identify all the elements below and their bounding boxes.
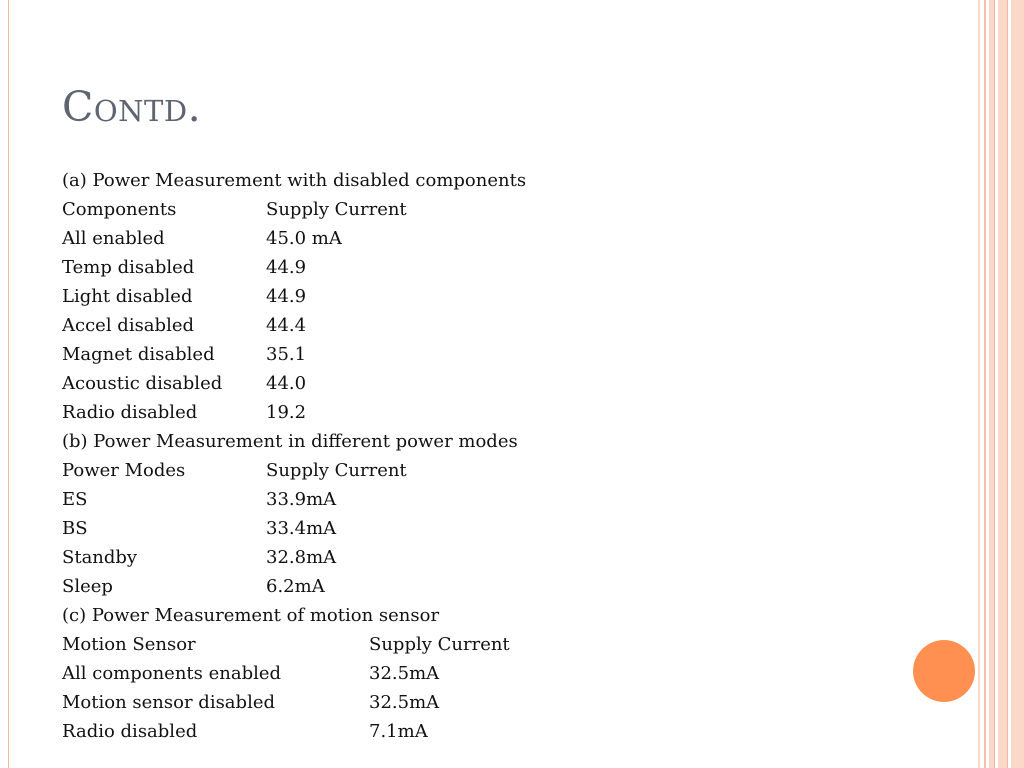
table-row (62, 369, 922, 398)
row-value: 33.4mA (266, 518, 337, 539)
row-value: 35.1 (266, 344, 307, 365)
row-value: 32.8mA (266, 547, 337, 568)
right-edge-stripe (1007, 0, 1008, 768)
row-value: 44.0 (266, 373, 307, 394)
section-a-heading: (a) Power Measurement with disabled components (62, 170, 527, 191)
row-label: Temp disabled (62, 257, 195, 278)
column-header: Supply Current (369, 634, 510, 655)
row-label: ES (62, 489, 88, 510)
table-row (62, 514, 922, 543)
row-value: 6.2mA (266, 576, 325, 597)
slide-content (62, 166, 922, 746)
section-a-header-row (62, 195, 922, 224)
table-row (62, 282, 922, 311)
section-c-heading: (c) Power Measurement of motion sensor (62, 605, 440, 626)
decorative-circle (913, 640, 975, 702)
row-value: 44.9 (266, 257, 307, 278)
table-row (62, 717, 922, 746)
row-label: Motion sensor disabled (62, 692, 275, 713)
table-row (62, 572, 922, 601)
row-value: 44.9 (266, 286, 307, 307)
right-edge-stripe (984, 0, 986, 768)
column-header: Power Modes (62, 460, 186, 481)
table-row (62, 340, 922, 369)
row-value: 19.2 (266, 402, 307, 423)
table-row (62, 253, 922, 282)
table-row (62, 311, 922, 340)
table-row (62, 398, 922, 427)
right-edge-stripe (994, 0, 995, 768)
row-value: 45.0 mA (266, 228, 342, 249)
column-header: Motion Sensor (62, 634, 196, 655)
row-label: Radio disabled (62, 721, 198, 742)
row-label: Sleep (62, 576, 113, 597)
table-row (62, 659, 922, 688)
section-b-header-row (62, 456, 922, 485)
row-label: Standby (62, 547, 138, 568)
section-c-header-row (62, 630, 922, 659)
row-label: Radio disabled (62, 402, 198, 423)
row-value: 7.1mA (369, 721, 428, 742)
row-label: Magnet disabled (62, 344, 215, 365)
row-label: Light disabled (62, 286, 193, 307)
row-value: 32.5mA (369, 663, 440, 684)
row-label: Accel disabled (62, 315, 194, 336)
right-edge-stripe (978, 0, 980, 768)
table-row (62, 485, 922, 514)
left-edge-line (8, 0, 9, 768)
slide-title: Contd. (62, 83, 202, 131)
right-edge-stripe (1011, 0, 1024, 768)
row-label: All enabled (62, 228, 165, 249)
section-b-heading: (b) Power Measurement in different power modes (62, 431, 518, 452)
table-row (62, 688, 922, 717)
table-row (62, 224, 922, 253)
column-header: Components (62, 199, 177, 220)
row-value: 32.5mA (369, 692, 440, 713)
row-label: Acoustic disabled (62, 373, 223, 394)
row-label: All components enabled (62, 663, 282, 684)
row-value: 44.4 (266, 315, 307, 336)
row-label: BS (62, 518, 88, 539)
column-header: Supply Current (266, 460, 407, 481)
row-value: 33.9mA (266, 489, 337, 510)
table-row (62, 543, 922, 572)
column-header: Supply Current (266, 199, 407, 220)
right-edge-stripe (998, 0, 1007, 768)
